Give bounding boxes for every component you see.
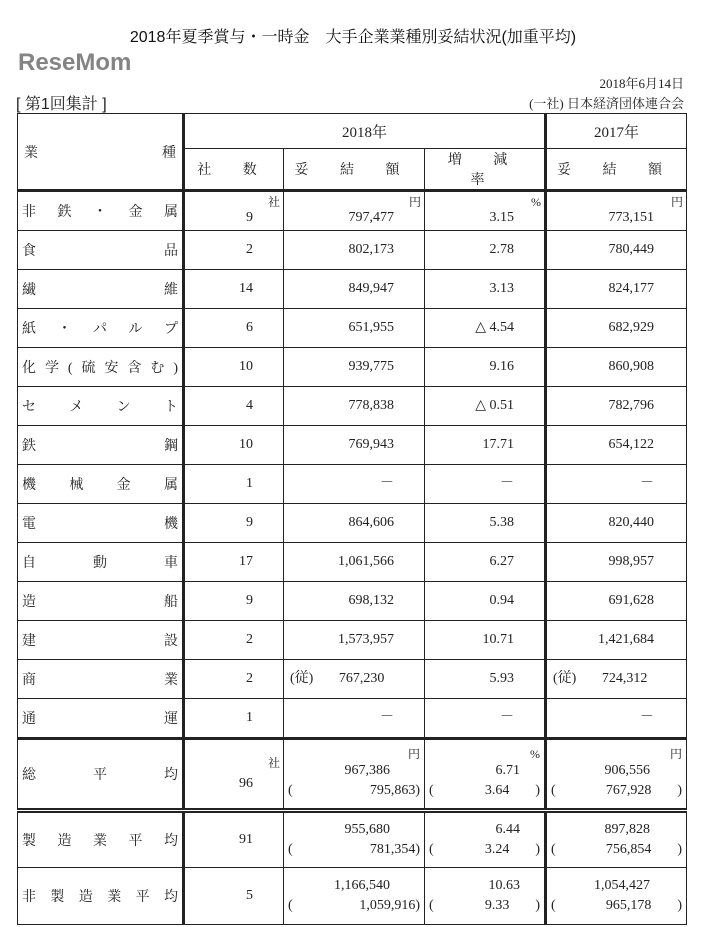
paren-open: (	[551, 842, 556, 857]
cell-value: 2	[246, 632, 253, 647]
cell-value: 10.71	[482, 632, 515, 647]
paren-value	[551, 896, 682, 916]
cell-value: 939,775	[348, 359, 394, 374]
cell-value: 9	[246, 515, 253, 530]
cell-value: 3.13	[489, 281, 515, 296]
industry-label: 機械金属	[18, 465, 184, 504]
cell-value: 824,177	[608, 281, 655, 296]
amount-2017-cell	[546, 270, 687, 309]
cell-value: 864,606	[348, 515, 394, 530]
paren-inner: 965,178	[605, 898, 652, 913]
amount-cell	[284, 309, 425, 348]
amount-2017-cell	[546, 387, 687, 426]
rate-cell	[425, 739, 546, 811]
amount-2017-cell	[546, 699, 687, 739]
industry-header-left: 業	[24, 145, 38, 161]
cell-value: 651,955	[348, 320, 394, 335]
paren-inner: 3.64	[484, 782, 510, 798]
amount-2017-cell	[546, 660, 687, 699]
table-row	[18, 465, 687, 504]
amount-2017-header: 妥 結 額	[546, 149, 687, 191]
paren-open: (	[551, 898, 556, 913]
amount-cell	[284, 811, 425, 868]
paren-inner: 1,059,916	[359, 898, 416, 913]
paren-value	[429, 896, 540, 916]
cell-value: 9.16	[489, 359, 515, 374]
industry-header	[18, 114, 184, 191]
rate-cell	[425, 309, 546, 348]
paren-close: )	[677, 842, 683, 857]
industry-label: 化学(硫安含む)	[18, 348, 184, 387]
paren-value	[551, 840, 682, 860]
paren-value	[288, 840, 420, 860]
amount-cell	[284, 387, 425, 426]
cell-value: 10.63	[488, 878, 521, 893]
paren-close: )	[535, 842, 541, 857]
cell-value: 998,957	[608, 554, 655, 569]
rate-cell	[425, 348, 546, 387]
cell-value: 897,828	[604, 822, 651, 837]
cell-value: 967,386	[344, 762, 390, 778]
amount-cell	[284, 191, 425, 231]
paren-close: )	[535, 782, 541, 798]
unit-label: 社	[267, 755, 280, 770]
rate-cell	[425, 811, 546, 868]
rate-cell	[425, 426, 546, 465]
industry-label: 商業	[18, 660, 184, 699]
rate-cell	[425, 868, 546, 925]
cell-value: (従) 767,230	[290, 671, 385, 686]
table-row	[18, 621, 687, 660]
paren-value	[551, 781, 682, 801]
cell-value: 2	[246, 671, 253, 686]
companies-cell	[184, 191, 284, 231]
cell-value: 654,122	[608, 437, 655, 452]
amount-2017-cell	[546, 309, 687, 348]
cell-value: 17.71	[482, 437, 515, 452]
cell-value: 769,943	[348, 437, 394, 452]
amount-2017-cell	[546, 191, 687, 231]
paren-close: )	[415, 898, 420, 913]
amount-2017-cell	[546, 465, 687, 504]
companies-cell	[184, 543, 284, 582]
cell-value: 802,173	[348, 242, 394, 257]
cell-value: 1,166,540	[334, 878, 390, 893]
amount-2017-cell	[546, 739, 687, 811]
amount-cell	[284, 660, 425, 699]
companies-cell	[184, 465, 284, 504]
table-row	[18, 660, 687, 699]
companies-cell	[184, 739, 284, 811]
industry-label: 造船	[18, 582, 184, 621]
industry-label: 建設	[18, 621, 184, 660]
companies-cell	[184, 270, 284, 309]
table-row	[18, 387, 687, 426]
industry-header-right: 種	[162, 145, 176, 161]
rate-cell	[425, 621, 546, 660]
rate-cell	[425, 270, 546, 309]
paren-value	[288, 781, 420, 801]
paren-inner: 767,928	[605, 782, 652, 798]
amount-cell	[284, 543, 425, 582]
organization: (一社) 日本経済団体連合会	[529, 96, 684, 111]
watermark-logo: ReseMom	[18, 49, 132, 76]
table-row	[18, 582, 687, 621]
cell-value: (従) 724,312	[553, 671, 648, 686]
paren-inner: 9.33	[484, 898, 510, 913]
cell-value: 0.94	[489, 593, 515, 608]
industry-label: 繊維	[18, 270, 184, 309]
paren-inner: 795,863	[369, 782, 416, 798]
cell-value: －	[380, 476, 394, 491]
amount-cell	[284, 231, 425, 270]
cell-value: 820,440	[608, 515, 655, 530]
cell-value: 2	[246, 242, 253, 257]
companies-cell	[184, 387, 284, 426]
industry-label: セメント	[18, 387, 184, 426]
amount-cell	[284, 426, 425, 465]
paren-value	[429, 781, 540, 801]
cell-value: 91	[239, 832, 253, 847]
cell-value: 860,908	[608, 359, 655, 374]
rate-cell	[425, 699, 546, 739]
paren-open: (	[429, 842, 434, 857]
cell-value: 797,477	[348, 209, 394, 225]
unit-label: 円	[408, 194, 421, 209]
paren-close: )	[677, 782, 683, 798]
cell-value: 906,556	[604, 762, 651, 778]
amount-2017-cell	[546, 543, 687, 582]
industry-label: 自動車	[18, 543, 184, 582]
paren-inner: 781,354	[369, 842, 416, 857]
companies-cell	[184, 582, 284, 621]
industry-label: 鉄鋼	[18, 426, 184, 465]
cell-value: －	[500, 476, 515, 491]
amount-cell	[284, 504, 425, 543]
cell-value: 96	[239, 775, 253, 791]
cell-value: 10	[239, 437, 253, 452]
amount-cell	[284, 348, 425, 387]
rate-cell	[425, 660, 546, 699]
amount-cell	[284, 582, 425, 621]
paren-close: )	[415, 782, 420, 798]
rate-cell	[425, 504, 546, 543]
unit-label: 円	[671, 194, 684, 209]
paren-close: )	[535, 898, 541, 913]
cell-value: 955,680	[344, 822, 390, 837]
rate-header: 増 減 率	[425, 149, 546, 191]
cell-value: 682,929	[608, 320, 655, 335]
cell-value: －	[380, 710, 394, 725]
rate-cell	[425, 543, 546, 582]
companies-cell	[184, 426, 284, 465]
year-2017-header: 2017年	[546, 114, 687, 149]
rate-cell	[425, 231, 546, 270]
amount-2017-cell	[546, 868, 687, 925]
companies-cell	[184, 309, 284, 348]
summary-row	[18, 811, 687, 868]
summary-row	[18, 739, 687, 811]
unit-label: %	[530, 746, 541, 761]
cell-value: 1	[246, 710, 253, 725]
amount-cell	[284, 868, 425, 925]
cell-value: 5	[246, 888, 253, 903]
industry-label: 紙・パルプ	[18, 309, 184, 348]
unit-label: 円	[670, 746, 683, 761]
table-row	[18, 270, 687, 309]
cell-value: 3.15	[489, 209, 515, 225]
rate-cell	[425, 465, 546, 504]
cell-value: 4	[246, 398, 253, 413]
paren-inner: 3.24	[484, 842, 510, 857]
companies-cell	[184, 699, 284, 739]
cell-value: △ 0.51	[475, 398, 515, 413]
amount-2017-cell	[546, 231, 687, 270]
summary-label: 製造業平均	[18, 811, 184, 868]
industry-label: 通運	[18, 699, 184, 739]
amount-2017-cell	[546, 348, 687, 387]
cell-value: －	[640, 710, 655, 725]
cell-value: 782,796	[608, 398, 655, 413]
paren-value	[429, 840, 540, 860]
table-row	[18, 231, 687, 270]
industry-label: 食品	[18, 231, 184, 270]
table-row	[18, 348, 687, 387]
summary-row	[18, 868, 687, 925]
cell-value: －	[500, 710, 515, 725]
paren-value	[288, 896, 420, 916]
cell-value: 780,449	[608, 242, 655, 257]
paren-open: (	[429, 898, 434, 913]
paren-open: (	[429, 782, 434, 798]
table-row	[18, 543, 687, 582]
amount-header: 妥 結 額	[284, 149, 425, 191]
cell-value: 1,421,684	[598, 632, 655, 647]
amount-2017-cell	[546, 426, 687, 465]
table-row	[18, 309, 687, 348]
year-2018-header: 2018年	[184, 114, 546, 149]
companies-cell	[184, 868, 284, 925]
paren-close: )	[415, 842, 420, 857]
cell-value: △ 4.54	[475, 320, 515, 335]
summary-label: 総平均	[18, 739, 184, 811]
cell-value: 10	[239, 359, 253, 374]
cell-value: 2.78	[489, 242, 515, 257]
cell-value: 5.93	[489, 671, 515, 686]
cell-value: 849,947	[348, 281, 394, 296]
amount-cell	[284, 465, 425, 504]
paren-close: )	[677, 898, 683, 913]
rate-cell	[425, 191, 546, 231]
cell-value: 6.27	[489, 554, 515, 569]
amount-2017-cell	[546, 582, 687, 621]
cell-value: 691,628	[608, 593, 655, 608]
amount-cell	[284, 621, 425, 660]
cell-value: 14	[239, 281, 253, 296]
batch-label: [ 第1回集計 ]	[16, 96, 107, 113]
companies-cell	[184, 348, 284, 387]
industry-label: 非鉄・金属	[18, 191, 184, 231]
companies-header: 社 数	[184, 149, 284, 191]
cell-value: 5.38	[489, 515, 515, 530]
table-row	[18, 699, 687, 739]
cell-value: 1,061,566	[338, 554, 394, 569]
cell-value: 6	[246, 320, 253, 335]
table-row	[18, 426, 687, 465]
unit-label: 円	[407, 746, 420, 761]
paren-inner: 756,854	[605, 842, 652, 857]
cell-value: 9	[246, 593, 253, 608]
companies-cell	[184, 660, 284, 699]
paren-open: (	[288, 782, 293, 798]
companies-cell	[184, 231, 284, 270]
cell-value: 6.44	[495, 822, 521, 837]
summary-label: 非製造業平均	[18, 868, 184, 925]
paren-open: (	[288, 898, 293, 913]
cell-value: 1,054,427	[594, 878, 651, 893]
cell-value: 698,132	[348, 593, 394, 608]
amount-2017-cell	[546, 621, 687, 660]
cell-value: 773,151	[608, 209, 655, 225]
amount-cell	[284, 270, 425, 309]
table-row	[18, 191, 687, 231]
cell-value: 778,838	[348, 398, 394, 413]
paren-open: (	[288, 842, 293, 857]
cell-value: 1,573,957	[338, 632, 394, 647]
companies-cell	[184, 811, 284, 868]
page-title: 2018年夏季賞与・一時金 大手企業業種別妥結状況(加重平均)	[129, 29, 577, 46]
companies-cell	[184, 621, 284, 660]
paren-open: (	[551, 782, 556, 798]
companies-cell	[184, 504, 284, 543]
report-date: 2018年6月14日	[599, 76, 684, 91]
cell-value: 17	[239, 554, 253, 569]
industry-label: 電機	[18, 504, 184, 543]
amount-cell	[284, 699, 425, 739]
cell-value: 1	[246, 476, 253, 491]
amount-2017-cell	[546, 504, 687, 543]
cell-value: 9	[246, 209, 253, 225]
cell-value: 6.71	[495, 762, 521, 778]
unit-label: 社	[267, 194, 280, 209]
cell-value: －	[640, 476, 655, 491]
rate-cell	[425, 582, 546, 621]
amount-cell	[284, 739, 425, 811]
amount-2017-cell	[546, 811, 687, 868]
settlement-table	[17, 113, 687, 925]
unit-label: %	[531, 194, 542, 209]
rate-cell	[425, 387, 546, 426]
table-row	[18, 504, 687, 543]
